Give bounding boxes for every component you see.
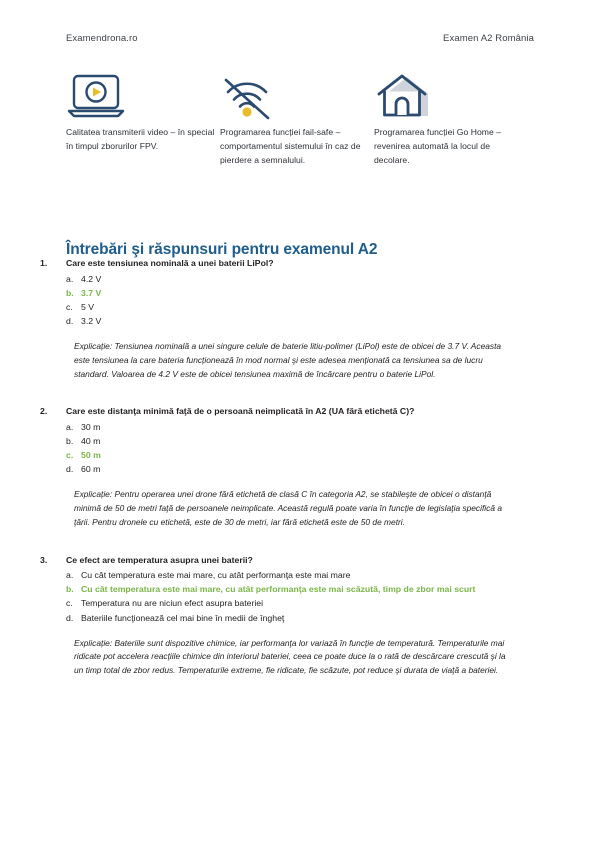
question-item-2	[40, 405, 545, 529]
question-heading	[40, 257, 545, 270]
question-heading	[40, 405, 545, 418]
answer-text: Temperatura nu are niciun efect asupra bateriei	[81, 598, 264, 609]
document-header	[66, 33, 534, 44]
answer-letter: c.	[66, 450, 74, 461]
answer-option[interactable]	[66, 300, 545, 314]
answer-text: 4.2 V	[81, 273, 102, 284]
answers-list	[66, 568, 545, 624]
answer-option[interactable]	[66, 314, 545, 328]
answer-letter: a.	[66, 570, 74, 581]
answer-text: 3.2 V	[81, 315, 102, 326]
answer-option[interactable]	[66, 434, 545, 448]
answer-text: 3.7 V	[81, 287, 102, 298]
question-text: Care este distanţa minimă faţă de o persoană neimplicată în A2 (UA fără etichetă C)?	[66, 406, 415, 417]
answer-letter: a.	[66, 421, 74, 432]
answer-option[interactable]	[66, 272, 545, 286]
answer-letter: d.	[66, 612, 74, 623]
answer-text: 5 V	[81, 301, 95, 312]
question-number: 2.	[40, 406, 48, 417]
answer-text: Cu cât temperatura este mai mare, cu atât performanţa este mai scăzută, timp de zbor mai scurt	[81, 584, 476, 595]
wifi-off-icon	[220, 62, 372, 120]
header-site-name: Examendrona.ro	[66, 33, 138, 44]
answer-letter: d.	[66, 315, 74, 326]
feature-row	[66, 62, 544, 168]
answer-letter: c.	[66, 598, 73, 609]
answer-option[interactable]	[66, 611, 545, 625]
answer-letter: b.	[66, 436, 74, 447]
feature-item-fail-safe	[220, 62, 372, 168]
answer-text: 60 m	[81, 464, 101, 475]
explanation-text: Explicație: Pentru operarea unei drone fără etichetă de clasă C în categoria A2, se stabileşte de obicei o distanţă minimă de 50 de metri faţă de persoanele neimplicate. Această regulă poate varia în funcţie de legislaţia specifică a ţării. Pentru dronele cu etichetă, este de 30 de metri, iar fără etichetă este de 50 de metri.	[74, 489, 502, 527]
answers-list	[66, 272, 545, 328]
answer-letter: a.	[66, 273, 74, 284]
answer-option[interactable]	[66, 568, 545, 582]
question-heading	[40, 554, 545, 567]
answer-text: 40 m	[81, 436, 101, 447]
feature-text: Programarea funcției Go Home – revenirea automată la locul de decolare.	[374, 127, 501, 165]
question-number: 1.	[40, 258, 48, 268]
laptop-play-icon	[66, 62, 218, 120]
answer-text: 50 m	[81, 450, 101, 461]
answer-option-correct[interactable]	[66, 582, 545, 596]
answer-option-correct[interactable]	[66, 286, 545, 300]
feature-item-go-home	[374, 62, 526, 168]
answer-text: Bateriile funcţionează cel mai bine în medii de îngheţ	[81, 612, 285, 623]
answer-option-correct[interactable]	[66, 448, 545, 462]
feature-item-video-quality	[66, 62, 218, 168]
answer-letter: c.	[66, 301, 73, 312]
question-text: Ce efect are temperatura asupra unei baterii?	[66, 554, 253, 565]
answer-text: Cu cât temperatura este mai mare, cu atât performanţa este mai mare	[81, 570, 351, 581]
question-text: Care este tensiunea nominală a unei baterii LiPol?	[66, 258, 274, 268]
question-item-3	[40, 554, 545, 678]
answer-letter: b.	[66, 287, 74, 298]
answer-option[interactable]	[66, 596, 545, 610]
header-exam-title: Examen A2 România	[443, 33, 534, 44]
answer-letter: d.	[66, 464, 74, 475]
answer-option[interactable]	[66, 462, 545, 476]
answers-list	[66, 420, 545, 476]
answer-letter: b.	[66, 584, 74, 595]
page-title: Întrebări şi răspunsuri pentru examenul A2	[66, 240, 378, 258]
explanation-text: Explicație: Tensiunea nominală a unei singure celule de baterie litiu-polimer (LiPol) este de obicei de 3.7 V. Aceasta este tensiunea la care bateria funcționează în mod normal şi este adesea menționată ca tensiunea sa de lucru standard. Valoarea de 4.2 V este de obicei tensiunea maximă de încărcare pentru o baterie LiPol.	[74, 340, 502, 379]
answer-text: 30 m	[81, 421, 101, 432]
question-item-1	[40, 257, 545, 381]
questions-list	[40, 257, 545, 678]
explanation-text: Explicație: Bateriile sunt dispozitive chimice, iar performanţa lor variază în funcţie de temperatură. Temperaturile mai ridicate pot accelera reacţiile chimice din interiorul bateriei, ceea ce poate duce la o rată de descărcare crescută şi la un timp total de zbor redus. Temperaturile extreme, fie ridicate, fie scăzute, pot reduce şi durata de viaţă a bateriei.	[74, 637, 506, 676]
feature-text: Calitatea transmiterii video – în special în timpul zborurilor FPV.	[66, 127, 215, 151]
question-number: 3.	[40, 554, 48, 565]
home-icon	[374, 62, 526, 120]
feature-text: Programarea funcției fail-safe – comportamentul sistemului în caz de pierdere a semnalului.	[220, 127, 361, 165]
answer-option[interactable]	[66, 420, 545, 434]
